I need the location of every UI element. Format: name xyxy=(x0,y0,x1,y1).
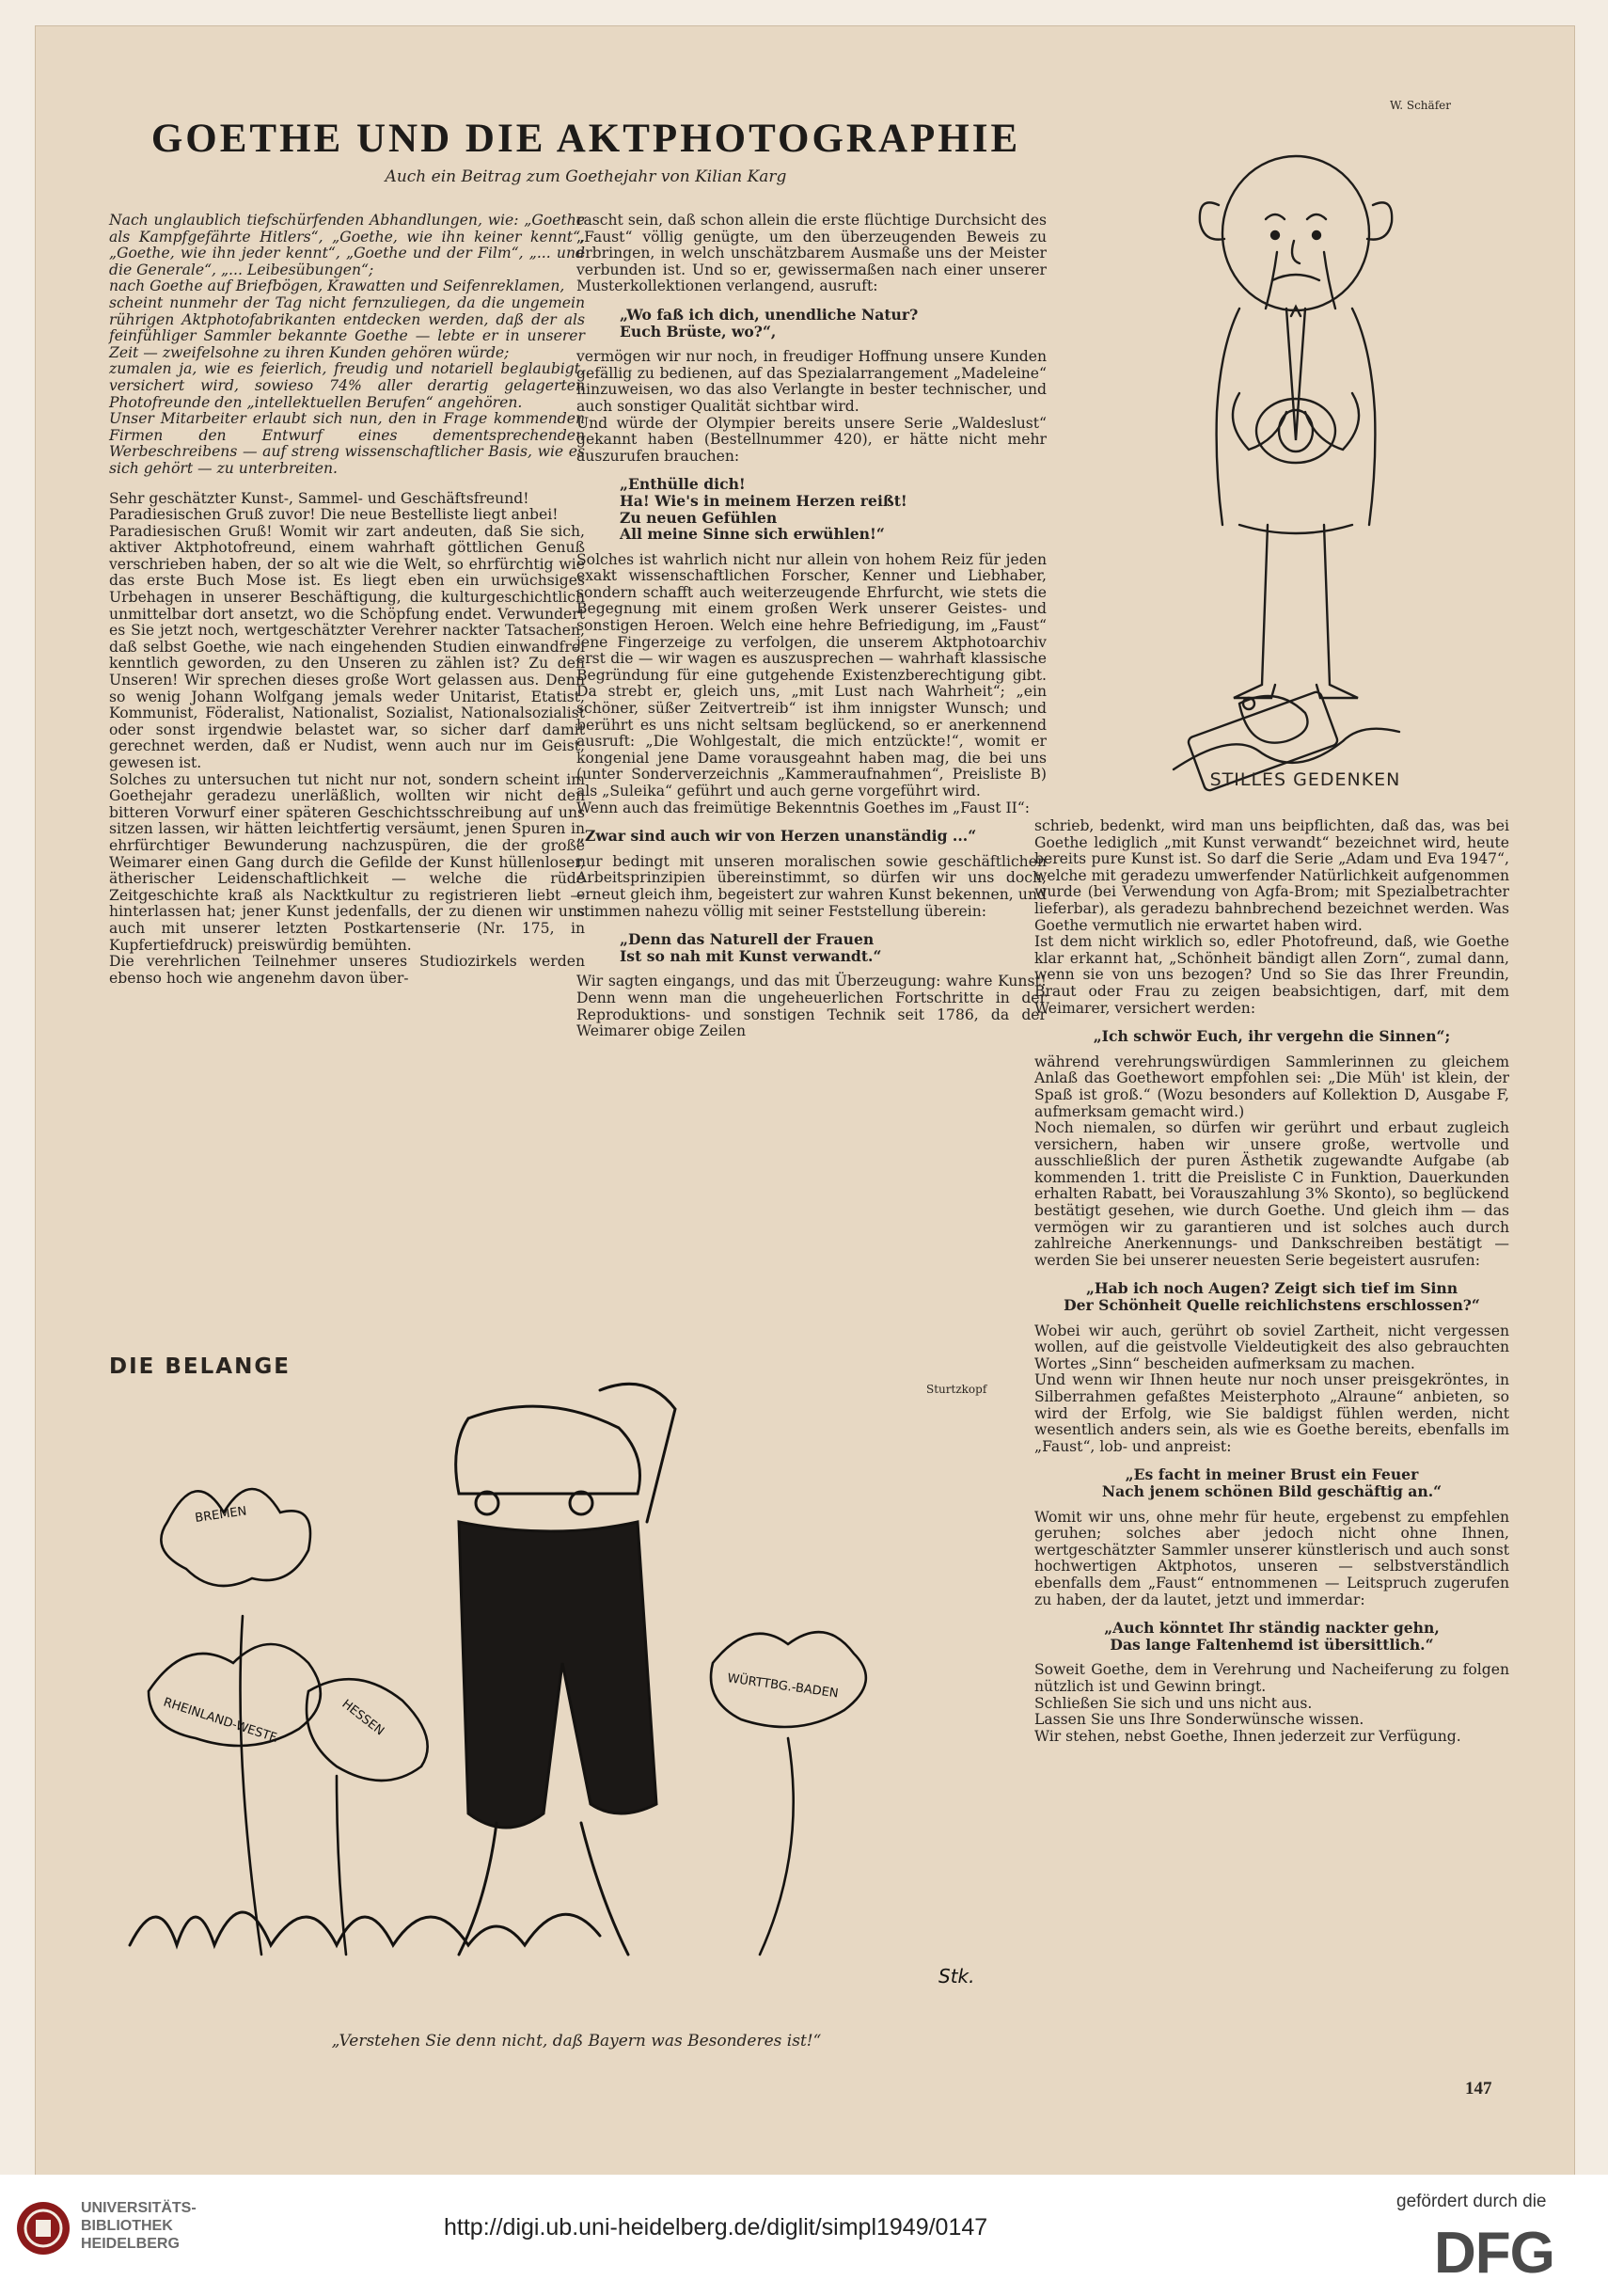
column-1 xyxy=(109,213,585,1341)
label-bremen: BREMEN xyxy=(194,1504,248,1526)
university-seal-icon xyxy=(15,2195,71,2261)
intro-paragraph: scheint nunmehr der Tag nicht fernzuliegen, da die ungemein rührigen Aktphotofabrikanten entdecken werden, daß der als feinfühliger Sammler bekannte Goethe — lebte er in unserer Zeit — zweifelsohne zu ihren Kunden gehören würde; xyxy=(109,293,585,361)
body-paragraph: Paradiesischen Gruß! Womit wir zart andeuten, daß Sie sich, aktiver Aktphotofreund, einem wahrhaft göttlichen Genuß verschrieben haben, der so alt wie die Welt, so ehrfürchtig wie das erste Buch Mose ist. Es liegt eben ein urwüchsiges Urbehagen in unserer Beschäftigung, die kulturgeschichtlich unmittelbar dort ansetzt, wo die Schöpfung endet. Verwundert es Sie jetzt noch, wertgeschätzter Verehrer nackter Tatsachen, daß selbst Goethe, wie nach eingehenden Studien einwandfrei kenntlich geworden, zu den Unseren zu zählen ist? Zu den Unseren! Wir sprechen dieses große Wort gelassen aus. Denn so wenig Johann Wolfgang jemals weder Unitarist, Etatist, Kommunist, Föderalist, Nationalist, Sozialist, Nationalsozialist oder sonst irgendwie belastet war, so sicher darf damit gerechnet werden, daß er Nudist, wenn auch nur im Geist, gewesen ist. xyxy=(109,522,585,771)
goethe-quote: „Es facht in meiner Brust ein Feuer Nach jenem schönen Bild geschäftig an.“ xyxy=(1101,1465,1442,1500)
body-paragraph: Ist dem nicht wirklich so, edler Photofreund, daß, wie Goethe klar erkannt hat, „Schönheit bändigt allen Zorn“, zumal dann, wenn sie von uns bezogen? Und so Sie das Ihrer Freundin, Braut oder Frau zu zeigen beabsichtigen, darf, mit dem Weimarer, versichert werden: xyxy=(1034,933,1509,1017)
body-paragraph: Solches zu untersuchen tut nicht nur not, sondern scheint im Goethejahr geradezu unerläßlich, wollten wir nicht den bitteren Vorwurf einer späteren Geschichtsschreibung auf uns sitzen lassen, wir hätten leichtfertig versäumt, jenen Spuren in ehrfürchtiger Bewunderung nachzuspüren, die der große Weimarer einen Gang durch die Gefilde der Kunst hüllenloser, ätherischer Leidenschaftlichkeit — welche die rüde Zeitgeschichte kraß als Nacktkultur zu registrieren liebt — hinterlassen hat; jener Kunst jedenfalls, der zu dienen wir uns auch mit unserer letzten Postkartenserie (Nr. 175, in Kupfertiefdruck) preiswürdig bemühten. xyxy=(109,770,585,954)
column-3 xyxy=(1034,818,1509,1862)
article-subtitle: Auch ein Beitrag zum Goethejahr von Kilian Karg xyxy=(385,167,787,186)
goethe-quote: „Zwar sind auch wir von Herzen unanständig ...“ xyxy=(576,827,977,846)
library-name: UNIVERSITÄTS- BIBLIOTHEK HEIDELBERG xyxy=(81,2200,197,2252)
mourning-man-cartoon xyxy=(1098,149,1512,788)
intro-paragraph: zumalen ja, wie es feierlich, freudig und notariell beglaubigt, versichert wird, sowieso 74% aller derartig gelagerten Photofreunde den „intellektuellen Berufen“ angehören. xyxy=(109,360,585,411)
body-paragraph: vermögen wir nur noch, in freudiger Hoffnung unsere Kunden gefällig zu bedienen, auf das Spezialarrangement „Madeleine“ hinzuweisen, wo das also Verlangte in bester technischer, und auch sonstiger Qualität sichtbar wird. xyxy=(576,348,1047,415)
goethe-quote: „Denn das Naturell der Frauen Ist so nah mit Kunst verwandt.“ xyxy=(620,930,882,965)
label-wuerttemberg: WÜRTTBG.-BADEN xyxy=(726,1671,840,1702)
goethe-quote: „Auch könntet Ihr ständig nackter gehn, Das lange Faltenhemd ist übersittlich.“ xyxy=(1104,1619,1440,1654)
cartoon-bottom-caption: „Verstehen Sie denn nicht, daß Bayern was Besonderes ist!“ xyxy=(331,2032,822,2051)
body-paragraph: Und würde der Olympier bereits unsere Serie „Waldeslust“ gekannt haben (Bestellnummer 420), er hätte nicht mehr auszurufen brauchen: xyxy=(576,414,1047,465)
body-paragraph: während verehrungswürdigen Sammlerinnen zu gleichem Anlaß das Goethewort empfohlen sei: „Die Müh' ist klein, der Spaß ist groß.“ (Wozu besonders auf Kollektion D, Ausgabe F, aufmerksam gemacht wird.) xyxy=(1034,1053,1509,1120)
label-rheinland: RHEINLAND-WESTF. xyxy=(161,1695,280,1747)
body-paragraph: schrieb, bedenkt, wird man uns beipflichten, daß das, was bei Goethe lediglich „mit Kunst verwandt“ bezeichnet wird, heute bereits pure Kunst ist. So darf die Serie „Adam und Eva 1947“, welche mit geradezu umwerfender Natürlichkeit aufgenommen wurde (bei Verwendung von Agfa-Brom; mit Spezialbetrachter lieferbar), als geradezu bahnbrechend bezeichnet werden. Was Goethe vermutlich nie erwartet haben wird. xyxy=(1034,817,1509,934)
cartoon-top-artist: W. Schäfer xyxy=(1390,99,1451,112)
intro-paragraph: Nach unglaublich tiefschürfenden Abhandlungen, wie: „Goethe als Kampfgefährte Hitlers“, „Goethe, wie ihn keiner kennt“, „Goethe, wie ihn jeder kennt“, „Goethe und der Film“, „... und die Generale“, „... Leibesübungen“; xyxy=(109,212,585,278)
intro-paragraph: Unser Mitarbeiter erlaubt sich nun, den in Frage kommenden Firmen den Entwurf eines dementsprechenden Werbeschreibens — auf streng wissenschaftlicher Basis, wie es sich gehört — zu unterbreiten. xyxy=(109,410,585,477)
cartoon-top-caption: STILLES GEDENKEN xyxy=(1209,769,1401,790)
cartoon-signature: Stk. xyxy=(938,1965,975,1987)
goethe-quote: „Hab ich noch Augen? Zeigt sich tief im Sinn Der Schönheit Quelle reichlichstens erschlossen?“ xyxy=(1064,1279,1480,1315)
column-2 xyxy=(576,213,1047,1341)
funder-note: gefördert durch die xyxy=(1396,2192,1547,2211)
digitization-footer xyxy=(0,2175,1608,2296)
article-title: GOETHE UND DIE AKTPHOTOGRAPHIE xyxy=(150,117,1021,161)
cartoon-bottom-artist: Sturtzkopf xyxy=(926,1383,987,1396)
body-paragraph: Schließen Sie sich und uns nicht aus. xyxy=(1034,1694,1313,1712)
body-paragraph: rascht sein, daß schon allein die erste flüchtige Durchsicht des „Faust“ völlig genügte, um den überzeugenden Beweis zu erbringen, in welch unschätzbarem Ausmaße uns der Meister verbunden ist. Und so er, gewissermaßen nach einer unserer Musterkollektionen verlangend, ausruft: xyxy=(576,212,1047,295)
body-paragraph: Wobei wir auch, gerührt ob soviel Zartheit, nicht vergessen wollen, auf die geistvolle Vieldeutigkeit des also gebrauchten Wortes „Sinn“ bescheiden aufmerksam zu machen. xyxy=(1034,1322,1509,1372)
body-paragraph: nur bedingt mit unseren moralischen sowie geschäftlichen Arbeitsprinzipien übereinstimmt, so dürfen wir uns doch, erneut gleich ihm, begeistert zur wahren Kunst bekennen, und stimmen nahezu völlig mit seiner Feststellung überein: xyxy=(576,852,1047,920)
body-paragraph: Und wenn wir Ihnen heute nur noch unser preisgekröntes, in Silberrahmen gefaßtes Meisterphoto „Alraune“ anbieten, so wird der Erfolg, wie Sie baldigst fühlen werden, nicht wesentlich anders sein, als wie es Goethe bereits, ebenfalls im „Faust“, lob- und anpreist: xyxy=(1034,1371,1509,1455)
body-paragraph: Lassen Sie uns Ihre Sonderwünsche wissen. xyxy=(1034,1711,1364,1729)
body-paragraph: Womit wir uns, ohne mehr für heute, ergebenst zu empfehlen geruhen; solches aber jedoch nicht ohne Ihnen, wertgeschätzter Sammler unserer künstlerisch und auch sonst hochwertigen Aktphotos, unseren — selbstverständlich ebenfalls dem „Faust“ entnommenen — Leitspruch zugerufen zu haben, der da lautet, jetzt und immerdar: xyxy=(1034,1508,1509,1608)
scanned-page xyxy=(36,26,1574,2175)
body-paragraph: Wir stehen, nebst Goethe, Ihnen jederzeit zur Verfügung. xyxy=(1034,1727,1461,1745)
source-url-link[interactable]: http://digi.ub.uni-heidelberg.de/diglit/simpl1949/0147 xyxy=(444,2214,988,2241)
body-paragraph: Wenn auch das freimütige Bekenntnis Goethes im „Faust II“: xyxy=(576,799,1030,816)
dfg-logo: DFG xyxy=(1434,2221,1554,2286)
page-number: 147 xyxy=(1465,2079,1492,2098)
body-paragraph: Noch niemalen, so dürfen wir gerührt und erbaut zugleich versichern, haben wir unsere große, wertvolle und ausschließlich der puren Ästhetik zugewandte Aufgabe (ab kommenden 1. tritt die Preisliste C in Funktion, Dauerkunden erhalten Rabatt, bei Vorauszahlung 3% Skonto), so beglückend bestätigt gesehen, wie durch Goethe. Und gleich ihm — das vermögen wir zu garantieren und ist solches auch durch zahlreiche Anerkennungs- und Dankschreiben bestätigt — werden Sie bei unserer neuesten Serie begeistert ausrufen: xyxy=(1034,1119,1509,1269)
intro-paragraph: nach Goethe auf Briefbögen, Krawatten und Seifenreklamen, xyxy=(109,277,565,295)
cartoon-bottom-heading: DIE BELANGE xyxy=(109,1354,291,1379)
body-paragraph: Soweit Goethe, dem in Verehrung und Nacheiferung zu folgen nützlich ist und Gewinn bringt. xyxy=(1034,1661,1509,1695)
goethe-quote: „Enthülle dich! Ha! Wie's in meinem Herzen reißt! Zu neuen Gefühlen All meine Sinne sich erwühlen!“ xyxy=(620,475,907,544)
goethe-quote: „Wo faß ich dich, unendliche Natur? Euch Brüste, wo?“, xyxy=(620,305,919,340)
body-paragraph: Die verehrlichen Teilnehmer unseres Studiozirkels werden ebenso hoch wie angenehm davon über- xyxy=(109,953,585,987)
body-paragraph: Paradiesischen Gruß zuvor! Die neue Bestelliste liegt anbei! xyxy=(109,506,559,524)
goethe-quote: „Ich schwör Euch, ihr vergehn die Sinnen“; xyxy=(1093,1027,1451,1046)
body-paragraph: Sehr geschätzter Kunst-, Sammel- und Geschäftsfreund! xyxy=(109,489,529,507)
belange-cartoon xyxy=(111,1381,1042,2002)
body-paragraph: Wir sagten eingangs, und das mit Überzeugung: wahre Kunst! Denn wenn man die ungeheuerlichen Fortschritte in der Reproduktions- und sonstigen Technik seit 1786, da der Weimarer obige Zeilen xyxy=(576,973,1047,1040)
body-paragraph: Solches ist wahrlich nicht nur allein von hohem Reiz für jeden exakt wissenschaftlichen Forscher, Kenner und Liebhaber, sondern schafft auch weiterzeugende Ehrfurcht, wie stets die Begegnung mit einem großen Werk unserer Geistes- und sonstigen Heroen. Welch eine hehre Befriedigung, im „Faust“ jene Fingerzeige zu verfolgen, die unserem Aktphotoarchiv erst die — wir wagen es auszusprechen — wahrhaft klassische Begründung für eine gutgehende Existenzberechtigung gibt. Da strebt er, gleich uns, „mit Lust nach Wahrheit“; „ein schöner, süßer Zeitvertreib“ ist ihm innigster Wunsch; und berührt es uns nicht seltsam beglückend, so er anerkennend ausruft: „Die Wohlgestalt, die mich entzückte!“, womit er kongenial jene Dame vorausgeahnt haben mag, die bei uns (unter Sonderverzeichnis „Kammeraufnahmen“, Preisliste B) als „Suleika“ geführt und auch gerne vorgeführt wird. xyxy=(576,550,1047,800)
label-hessen: HESSEN xyxy=(339,1697,387,1739)
